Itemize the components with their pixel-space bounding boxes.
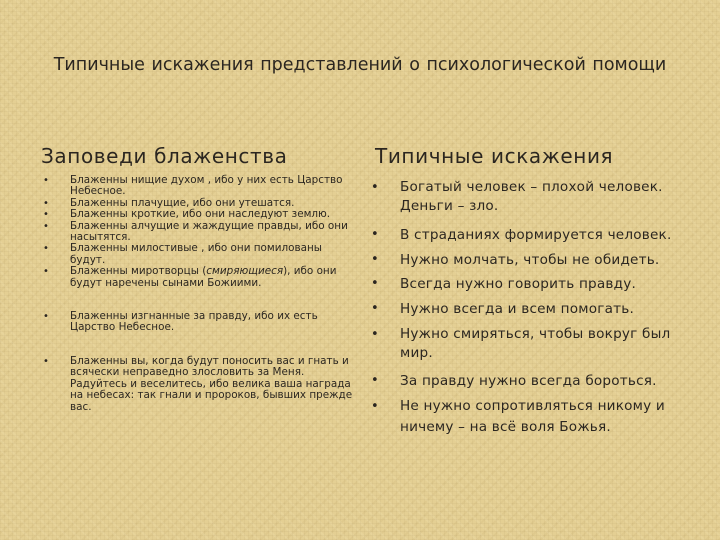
list-item-text: В страданиях формируется человек.	[400, 227, 672, 243]
bullet-icon: •	[43, 175, 49, 186]
beatitudes-heading: Заповеди блаженства	[41, 144, 288, 168]
list-item	[371, 248, 685, 273]
list-item	[371, 272, 685, 297]
list-item-text: Блаженны кроткие, ибо они наследуют землю.	[70, 208, 331, 221]
list-item-text: Нужно молчать, чтобы не обидеть.	[400, 251, 660, 268]
bullet-icon: •	[43, 266, 49, 278]
list-item-text: Блаженны нищие духом , ибо у них есть Царство Небесное.	[70, 174, 343, 198]
bullet-icon: •	[371, 276, 379, 291]
list-item	[371, 297, 685, 322]
list-item	[43, 242, 355, 266]
list-item	[43, 354, 355, 413]
list-item	[43, 265, 355, 289]
list-item	[371, 369, 685, 394]
list-item	[43, 219, 355, 244]
list-item	[371, 396, 685, 438]
list-item-text: Всегда нужно говорить правду.	[400, 276, 636, 292]
list-item-text: Блаженны миротворцы (смиряющиеся), ибо они будут наречены сынами Божиими.	[70, 265, 337, 289]
list-item	[371, 325, 685, 363]
list-item-text: Блаженны милостивые , ибо они помилованы будут.	[70, 242, 322, 266]
bullet-icon: •	[43, 209, 49, 221]
bullet-icon: •	[371, 373, 379, 388]
list-item-text: Не нужно сопротивляться никому и ничему – на всё воля Божья.	[400, 397, 665, 435]
list-item-text: Блаженны изгнанные за правду, ибо их есть Царство Небесное.	[70, 310, 318, 334]
list-item-text: За правду нужно всегда бороться.	[400, 373, 657, 389]
list-item	[43, 174, 355, 198]
bullet-icon: •	[371, 251, 379, 267]
bullet-icon: •	[371, 398, 379, 414]
list-item-text: Блаженны плачущие, ибо они утешатся.	[70, 196, 295, 209]
list-item-text: Нужно смиряться, чтобы вокруг был мир.	[400, 326, 671, 361]
list-item-text: Нужно всегда и всем помогать.	[400, 300, 634, 317]
bullet-icon: •	[371, 180, 379, 195]
distortions-heading: Типичные искажения	[375, 144, 614, 168]
distortions-list	[371, 178, 685, 438]
list-item-text: Блаженны алчущие и жаждущие правды, ибо они насытятся.	[70, 219, 348, 244]
bullet-icon: •	[43, 220, 49, 232]
list-item-text: Блаженны вы, когда будут поносить вас и гнать и всячески неправедно злословить за Меня. Радуйтесь и веселитесь, ибо велика ваша награда на небесах: так гнали и пророков, бывших прежде вас.	[70, 354, 353, 413]
list-item	[371, 223, 685, 248]
bullet-icon: •	[43, 355, 49, 367]
list-item	[43, 310, 355, 334]
list-item-text: Богатый человек – плохой человек. Деньги – зло.	[400, 179, 663, 214]
bullet-icon: •	[371, 327, 379, 342]
bullet-icon: •	[43, 197, 49, 209]
bullet-icon: •	[43, 311, 49, 323]
bullet-icon: •	[43, 243, 49, 255]
beatitudes-list	[43, 174, 355, 413]
bullet-icon: •	[371, 300, 379, 316]
slide-title: Типичные искажения представлений о психологической помощи	[53, 55, 667, 75]
list-item	[371, 178, 685, 216]
bullet-icon: •	[371, 227, 379, 242]
